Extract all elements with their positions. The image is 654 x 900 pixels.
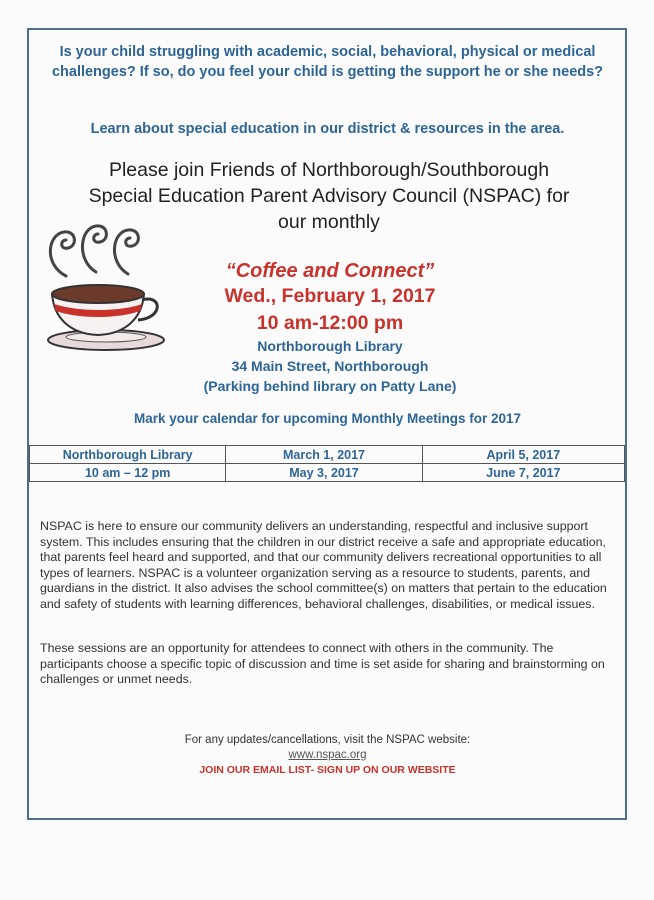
event-date: Wed., February 1, 2017 (224, 285, 436, 307)
event-address: 34 Main Street, Northborough (231, 358, 429, 374)
coffee-cup-icon (38, 214, 168, 354)
updates-text: For any updates/cancellations, visit the NSPAC website: (184, 734, 471, 746)
intro-question: Is your child struggling with academic, social, behavioral, physical or medical challenges? If so, do you feel your child is getting the support he or she needs? (51, 44, 604, 80)
join-line-2: Special Education Parent Advisory Council (NSPAC) for (88, 185, 570, 207)
event-time: 10 am-12:00 pm (256, 312, 404, 334)
event-title: “Coffee and Connect” (225, 260, 435, 282)
footer (40, 733, 615, 778)
venue-cell: Northborough Library (30, 446, 226, 464)
table-row (30, 446, 625, 464)
date-cell: May 3, 2017 (226, 464, 422, 482)
table-row (30, 464, 625, 482)
hours-cell: 10 am – 12 pm (30, 464, 226, 482)
event-parking: (Parking behind library on Patty Lane) (203, 378, 457, 394)
event-location-name: Northborough Library (257, 338, 403, 354)
website-link[interactable]: www.nspac.org (288, 749, 367, 761)
join-line-1: Please join Friends of Northborough/Southborough (108, 159, 550, 181)
about-paragraph: NSPAC is here to ensure our community delivers an understanding, respectful and inclusive support system. This includes ensuring that the children in our district receive a safe and appropriate education, that parents feel heard and supported, and that our community delivers recreational opportunities to all types of learners. NSPAC is a volunteer organization serving as a resource to students, parents, and guardians in the district. It also advises the school committee(s) on matters that pertain to the education and safety of students with learning differences, behavioral challenges, disabilities, or medical issues. (40, 519, 607, 611)
date-cell: March 1, 2017 (226, 446, 422, 464)
email-list-callout: JOIN OUR EMAIL LIST- SIGN UP ON OUR WEBSITE (199, 764, 456, 776)
date-cell: June 7, 2017 (422, 464, 624, 482)
event-details (180, 260, 480, 395)
meeting-schedule-table (29, 445, 625, 482)
learn-line: Learn about special education in our district & resources in the area. (90, 121, 565, 137)
sessions-paragraph: These sessions are an opportunity for attendees to connect with others in the community. The participants choose a specific topic of discussion and time is set aside for sharing and brainstorming on challenges or unmet needs. (40, 641, 605, 686)
join-line-3: our monthly (278, 211, 380, 233)
calendar-heading: Mark your calendar for upcoming Monthly Meetings for 2017 (133, 411, 522, 426)
date-cell: April 5, 2017 (422, 446, 624, 464)
